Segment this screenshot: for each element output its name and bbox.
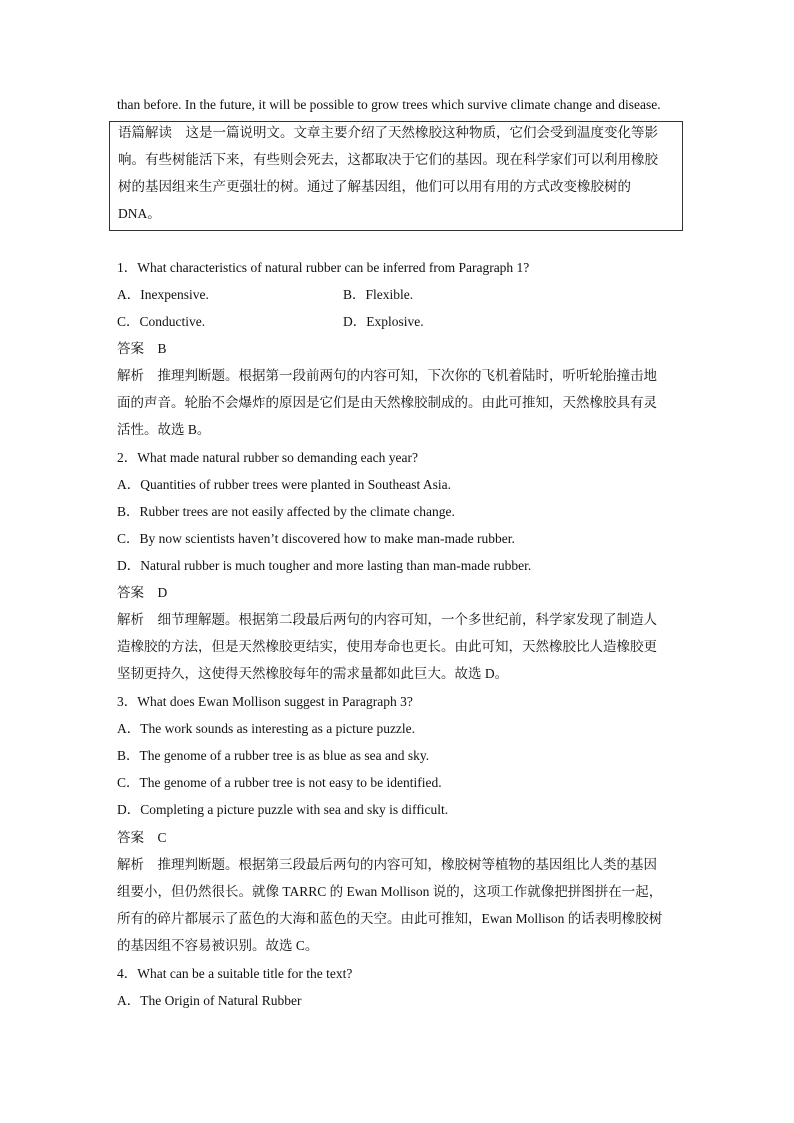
question-2-option-d: D．Natural rubber is much tougher and more lasting than man-made rubber. [117, 558, 532, 573]
question-1-analysis-line: 解析 推理判断题。根据第一段前两句的内容可知，下次你的飞机着陆时，听听轮胎撞击地 [117, 368, 657, 383]
question-1-option-b: B．Flexible. [343, 287, 414, 302]
question-3-analysis-line: 的基因组不容易被识别。故选 C。 [117, 938, 319, 953]
question-3-analysis-line: 组要小，但仍然很长。就像 TARRC 的 Ewan Mollison 说的，这项工作就像把拼图拼在一起， [117, 884, 663, 899]
question-1-option-c: C．Conductive. [117, 314, 206, 329]
question-3-analysis-line: 所有的碎片都展示了蓝色的大海和蓝色的天空。由此可推知，Ewan Mollison 的话表明橡胶树 [117, 911, 663, 926]
question-2-analysis-line: 解析 细节理解题。根据第二段最后两句的内容可知，一个多世纪前，科学家发现了制造人 [117, 612, 657, 627]
question-1-analysis-line: 面的声音。轮胎不会爆炸的原因是它们是由天然橡胶制成的。由此可推知，天然橡胶具有灵 [117, 395, 657, 410]
question-2-answer: 答案 D [117, 585, 168, 600]
question-2-analysis-line: 坚韧更持久，这使得天然橡胶每年的需求量都如此巨大。故选 D。 [117, 666, 509, 681]
question-1-stem: 1．What characteristics of natural rubber can be inferred from Paragraph 1? [117, 260, 530, 275]
analysis-box-line: 响。有些树能活下来，有些则会死去，这都取决于它们的基因。现在科学家们可以利用橡胶 [118, 152, 658, 167]
question-1-analysis-line: 活性。故选 B。 [117, 422, 211, 437]
question-2-option-a: A．Quantities of rubber trees were planted in Southeast Asia. [117, 477, 452, 492]
question-4-option-a: A．The Origin of Natural Rubber [117, 993, 302, 1008]
question-3-option-a: A．The work sounds as interesting as a picture puzzle. [117, 721, 416, 736]
question-1-option-d: D．Explosive. [343, 314, 424, 329]
question-3-stem: 3．What does Ewan Mollison suggest in Paragraph 3? [117, 694, 413, 709]
question-2-analysis-line: 造橡胶的方法，但是天然橡胶更结实，使用寿命也更长。由此可知，天然橡胶比人造橡胶更 [117, 639, 657, 654]
analysis-box-line: 树的基因组来生产更强壮的树。通过了解基因组，他们可以用有用的方式改变橡胶树的 [118, 179, 631, 194]
question-1-answer: 答案 B [117, 341, 167, 356]
question-3-option-d: D．Completing a picture puzzle with sea and sky is difficult. [117, 802, 449, 817]
question-1-option-a: A．Inexpensive. [117, 287, 209, 302]
passage-analysis-box [109, 121, 683, 231]
question-3-analysis-line: 解析 推理判断题。根据第三段最后两句的内容可知，橡胶树等植物的基因组比人类的基因 [117, 857, 657, 872]
question-2-option-b: B．Rubber trees are not easily affected by the climate change. [117, 504, 455, 519]
question-3-option-b: B．The genome of a rubber tree is as blue as sea and sky. [117, 748, 430, 763]
analysis-box-line: DNA。 [118, 206, 161, 221]
question-4-stem: 4．What can be a suitable title for the text? [117, 966, 353, 981]
question-3-option-c: C．The genome of a rubber tree is not easy to be identified. [117, 775, 442, 790]
question-3-answer: 答案 C [117, 830, 167, 845]
question-2-stem: 2．What made natural rubber so demanding each year? [117, 450, 418, 465]
intro-line: than before. In the future, it will be possible to grow trees which survive climate change and disease. [117, 97, 661, 112]
question-2-option-c: C．By now scientists haven’t discovered how to make man-made rubber. [117, 531, 515, 546]
analysis-box-line: 语篇解读 这是一篇说明文。文章主要介绍了天然橡胶这种物质，它们会受到温度变化等影 [118, 125, 658, 140]
